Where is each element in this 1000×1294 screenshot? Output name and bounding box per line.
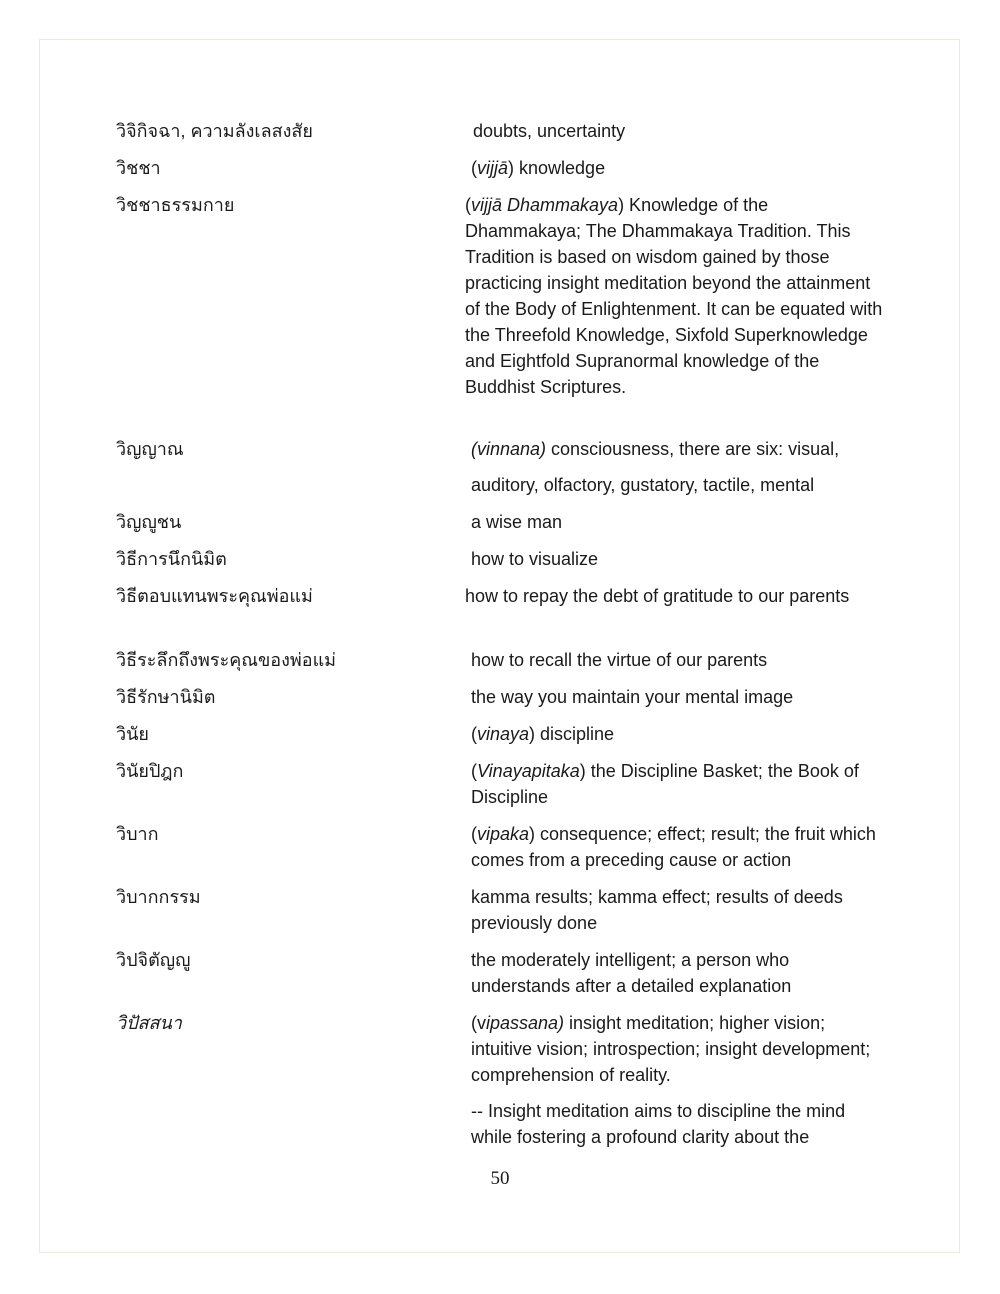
thai-term: วินัยปิฎก (116, 761, 184, 781)
pali-term: vijjā (477, 158, 509, 178)
definition-text: how to recall the virtue of our parents (471, 650, 768, 670)
thai-term: วิปัสสนา (116, 1013, 182, 1033)
definition-text: ) discipline (529, 724, 615, 744)
definition (471, 436, 891, 462)
definition-text: a wise man (471, 512, 563, 532)
definition (471, 884, 891, 936)
definition (471, 155, 891, 181)
definition-text: ( (465, 195, 471, 215)
definition-text: doubts, uncertainty (473, 121, 626, 141)
thai-term: วิธีระลึกถึงพระคุณของพ่อแม่ (116, 650, 337, 670)
definition (471, 472, 891, 498)
thai-term: วินัย (116, 724, 149, 744)
thai-term: วิธีการนึกนิมิต (116, 549, 227, 569)
definition (471, 821, 891, 873)
definition-text: (v (471, 1013, 486, 1033)
pali-term: vinaya (477, 724, 530, 744)
definition-text: ( (471, 158, 477, 178)
definition-paragraph: -- Insight meditation aims to discipline the mind while fostering a profound clarity about the (471, 1101, 846, 1147)
thai-term: วิปจิตัญญู (116, 950, 191, 970)
definition-text: the moderately intelligent; a person who understands after a detailed explanation (471, 950, 792, 996)
definition (471, 509, 891, 535)
thai-term: วิบาก (116, 824, 159, 844)
definition-text: ) the Discipline Basket; the Book of Discipline (471, 761, 859, 807)
definition-text: how to repay the debt of gratitude to our parents (465, 586, 850, 606)
thai-term: วิจิกิจฉา, ความลังเลสงสัย (116, 121, 313, 141)
pali-term: vijjā Dhammakaya (471, 195, 619, 215)
definition (471, 647, 891, 673)
pali-term: vipaka (477, 824, 530, 844)
thai-term: วิชชาธรรมกาย (116, 195, 235, 215)
definition (465, 583, 885, 609)
definition-text: how to visualize (471, 549, 599, 569)
definition-text: ( (471, 761, 477, 781)
definition-text: ) Knowledge of the Dhammakaya; The Dhammakaya Tradition. This Tradition is based on wisdom gained by those practicing insight meditation beyond the attainment of the Body of Enlightenment. It can be equated with the Threefold Knowledge, Sixfold Superknowledge and Eightfold Supranormal knowledge of the Buddhist Scriptures. (465, 195, 883, 397)
definition (471, 721, 891, 747)
thai-term: วิธีรักษานิมิต (116, 687, 216, 707)
definition (473, 118, 893, 144)
definition-text: kamma results; kamma effect; results of deeds previously done (471, 887, 843, 933)
definition-text: consciousness, there are six: visual, (546, 439, 840, 459)
definition (471, 947, 891, 999)
thai-term: วิญญาณ (116, 439, 184, 459)
definition-paragraph (471, 1010, 891, 1088)
definition-text: auditory, olfactory, gustatory, tactile, mental (471, 475, 815, 495)
definition (465, 192, 885, 400)
definition-text: ( (471, 724, 477, 744)
pali-term: Vinayapitaka (477, 761, 580, 781)
thai-term: วิญญูชน (116, 512, 182, 532)
definition-text: ) knowledge (508, 158, 606, 178)
thai-term: วิชชา (116, 158, 161, 178)
definition-text: insight meditation; higher vision; intuitive vision; introspection; insight development; comprehension of reality. (471, 1013, 871, 1085)
page-number: 50 (490, 1168, 510, 1189)
thai-term: วิบากกรรม (116, 887, 201, 907)
definition (471, 684, 891, 710)
definition (471, 546, 891, 572)
definition-text: the way you maintain your mental image (471, 687, 794, 707)
definition-text: ) consequence; effect; result; the fruit which comes from a preceding cause or action (471, 824, 876, 870)
pali-term: ipassana) (486, 1013, 565, 1033)
pali-term: (vinnana) (471, 439, 547, 459)
thai-term: วิธีตอบแทนพระคุณพ่อแม่ (116, 586, 313, 606)
definition (471, 1010, 891, 1150)
definition-text: ( (471, 824, 477, 844)
definition (471, 758, 891, 810)
